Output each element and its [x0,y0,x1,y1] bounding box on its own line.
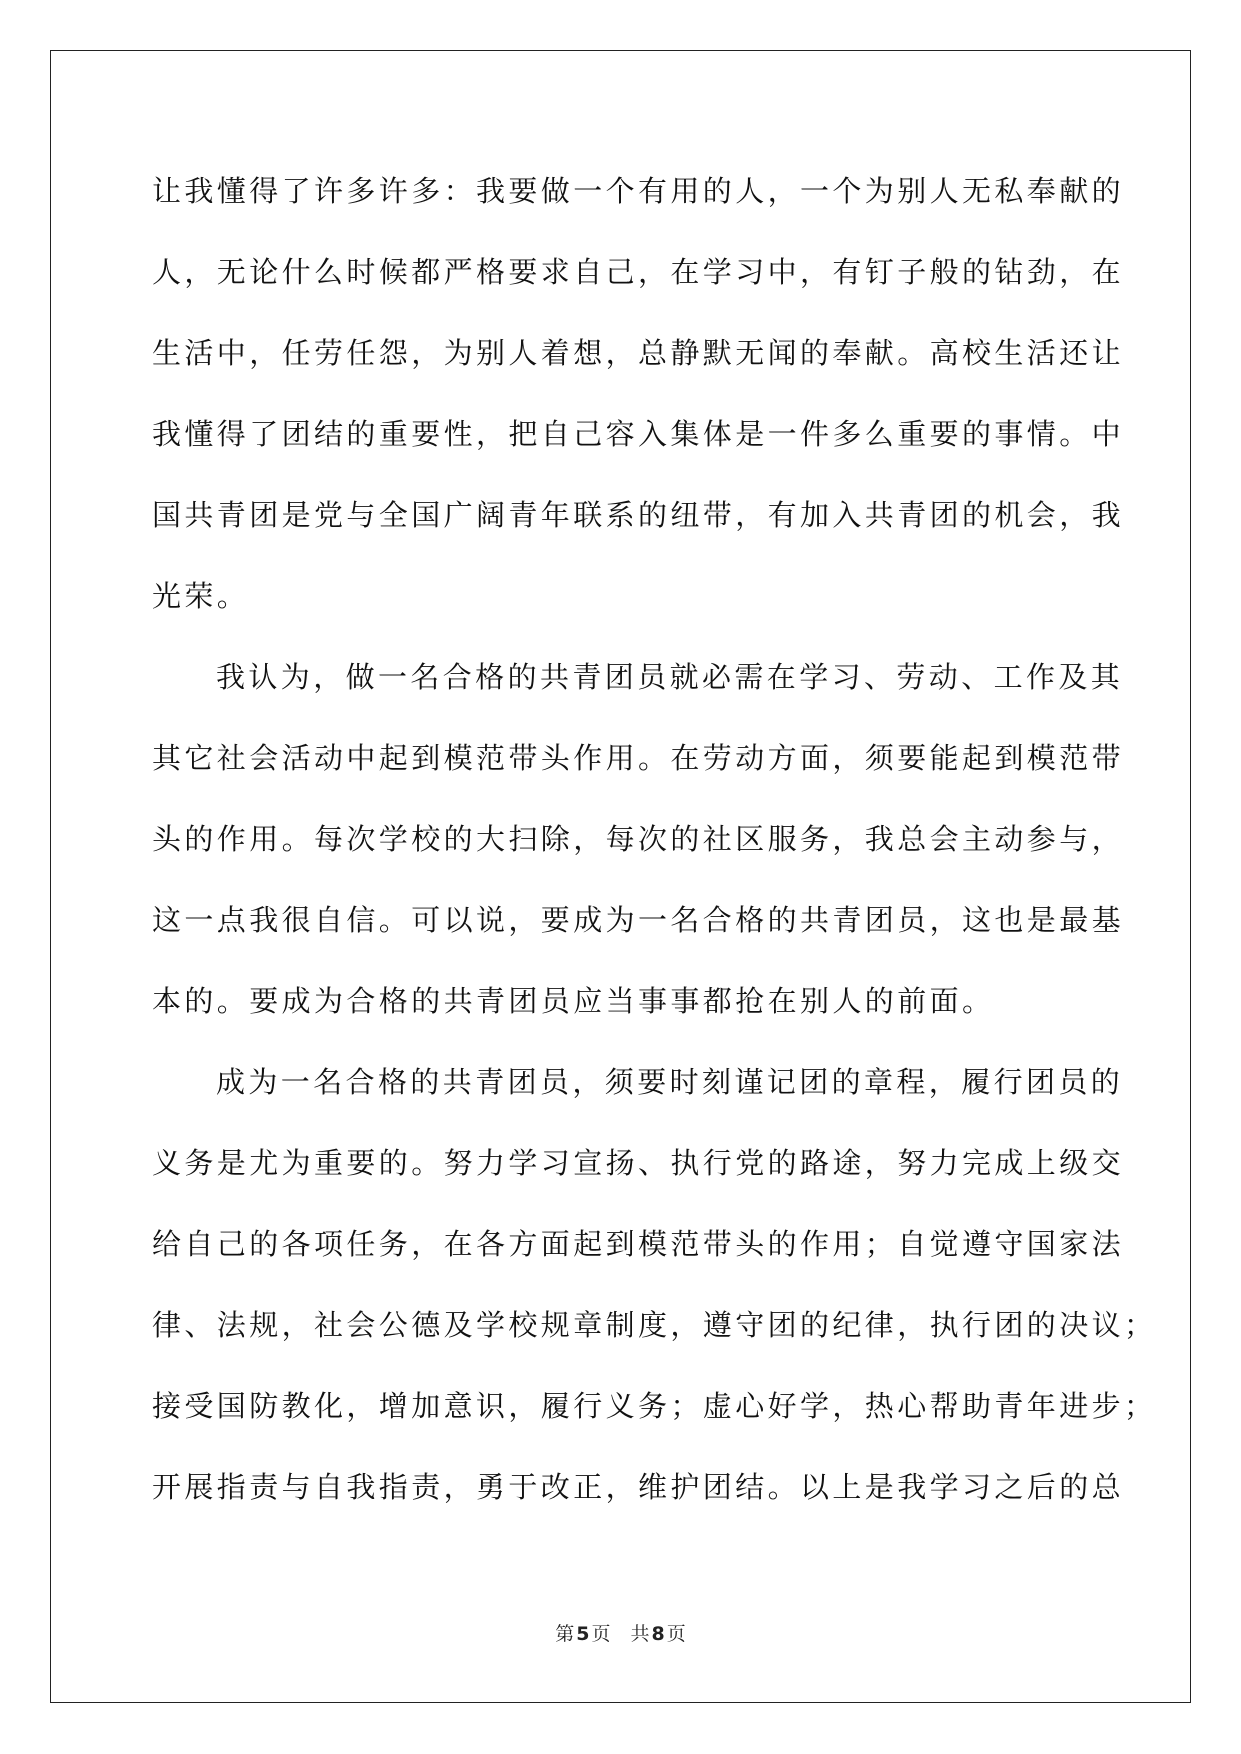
text-line: 这一点我很自信。可以说，要成为一名合格的共青团员，这也是最基 [152,903,1125,937]
text-line: 开展指责与自我指责，勇于改正，维护团结。以上是我学习之后的总 [152,1470,1125,1504]
text-line: 本的。要成为合格的共青团员应当事事都抢在别人的前面。 [152,984,995,1018]
total-prefix: 共 [630,1623,650,1645]
page-suffix: 页 [591,1623,611,1645]
paragraph-start-line: 我认为，做一名合格的共青团员就必需在学习、劳动、工作及其 [216,660,1124,694]
total-suffix: 页 [666,1623,686,1645]
text-line: 让我懂得了许多许多：我要做一个有用的人，一个为别人无私奉献的 [152,174,1125,208]
text-line: 接受国防教化，增加意识，履行义务；虚心好学，热心帮助青年进步； [152,1389,1157,1423]
page-current-number: 5 [576,1623,590,1645]
text-line: 其它社会活动中起到模范带头作用。在劳动方面，须要能起到模范带 [152,741,1125,775]
text-line: 我懂得了团结的重要性，把自己容入集体是一件多么重要的事情。中 [152,417,1125,451]
text-line: 义务是尤为重要的。努力学习宣扬、执行党的路途，努力完成上级交 [152,1146,1125,1180]
paragraph-start-line: 成为一名合格的共青团员，须要时刻谨记团的章程，履行团员的 [216,1065,1124,1099]
text-line: 给自己的各项任务，在各方面起到模范带头的作用；自觉遵守国家法 [152,1227,1125,1261]
text-line: 生活中，任劳任怨，为别人着想，总静默无闻的奉献。高校生活还让 [152,336,1125,370]
text-line: 国共青团是党与全国广阔青年联系的纽带，有加入共青团的机会，我 [152,498,1125,532]
text-line: 律、法规，社会公德及学校规章制度，遵守团的纪律，执行团的决议； [152,1308,1157,1342]
page-prefix: 第 [555,1623,575,1645]
page-total-number: 8 [651,1623,665,1645]
text-line: 光荣。 [152,579,250,613]
text-line: 人，无论什么时候都严格要求自己，在学习中，有钉子般的钻劲，在 [152,255,1125,289]
text-line: 头的作用。每次学校的大扫除，每次的社区服务，我总会主动参与， [152,822,1125,856]
body-text [152,163,1157,1540]
page-footer [0,1619,1241,1646]
